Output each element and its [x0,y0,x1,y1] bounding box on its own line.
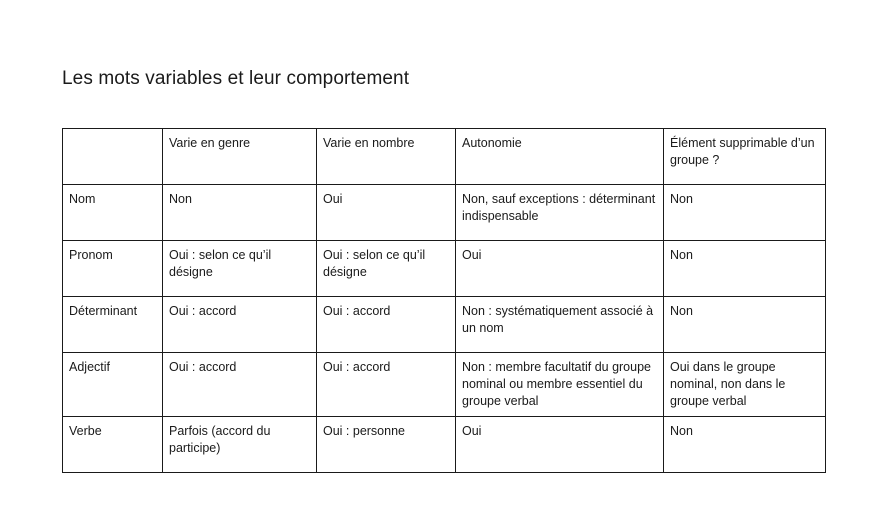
table-cell: Oui dans le groupe nominal, non dans le groupe verbal [664,353,826,417]
header-cell-autonomie: Autonomie [456,129,664,185]
table-cell: Oui : accord [317,353,456,417]
table-cell: Non [664,417,826,473]
table-header-row [63,129,826,185]
header-cell-nombre: Varie en nombre [317,129,456,185]
header-cell-supprimable: Élément supprimable d’un groupe ? [664,129,826,185]
table-cell: Parfois (accord du participe) [163,417,317,473]
row-label-cell: Déterminant [63,297,163,353]
table-row [63,297,826,353]
table-cell: Oui : accord [317,297,456,353]
document-title: Les mots variables et leur comportement [62,68,410,89]
table-cell: Non : membre facultatif du groupe nominal ou membre essentiel du groupe verbal [456,353,664,417]
table-row [63,241,826,297]
table-cell: Non [664,297,826,353]
word-behavior-table [62,128,826,473]
table-cell: Non : systématiquement associé à un nom [456,297,664,353]
table-row [63,417,826,473]
row-label-cell: Nom [63,185,163,241]
table-cell: Non [664,241,826,297]
header-cell-empty [63,129,163,185]
row-label-cell: Adjectif [63,353,163,417]
table-row [63,353,826,417]
table-cell: Non [163,185,317,241]
table-cell: Oui [456,417,664,473]
table-cell: Non, sauf exceptions : déterminant indispensable [456,185,664,241]
table-cell: Oui : accord [163,297,317,353]
table-cell: Non [664,185,826,241]
table-cell: Oui : personne [317,417,456,473]
table-cell: Oui : selon ce qu’il désigne [163,241,317,297]
table-cell: Oui : accord [163,353,317,417]
row-label-cell: Pronom [63,241,163,297]
table-cell: Oui [456,241,664,297]
table-cell: Oui [317,185,456,241]
row-label-cell: Verbe [63,417,163,473]
table-row [63,185,826,241]
table-cell: Oui : selon ce qu’il désigne [317,241,456,297]
header-cell-genre: Varie en genre [163,129,317,185]
